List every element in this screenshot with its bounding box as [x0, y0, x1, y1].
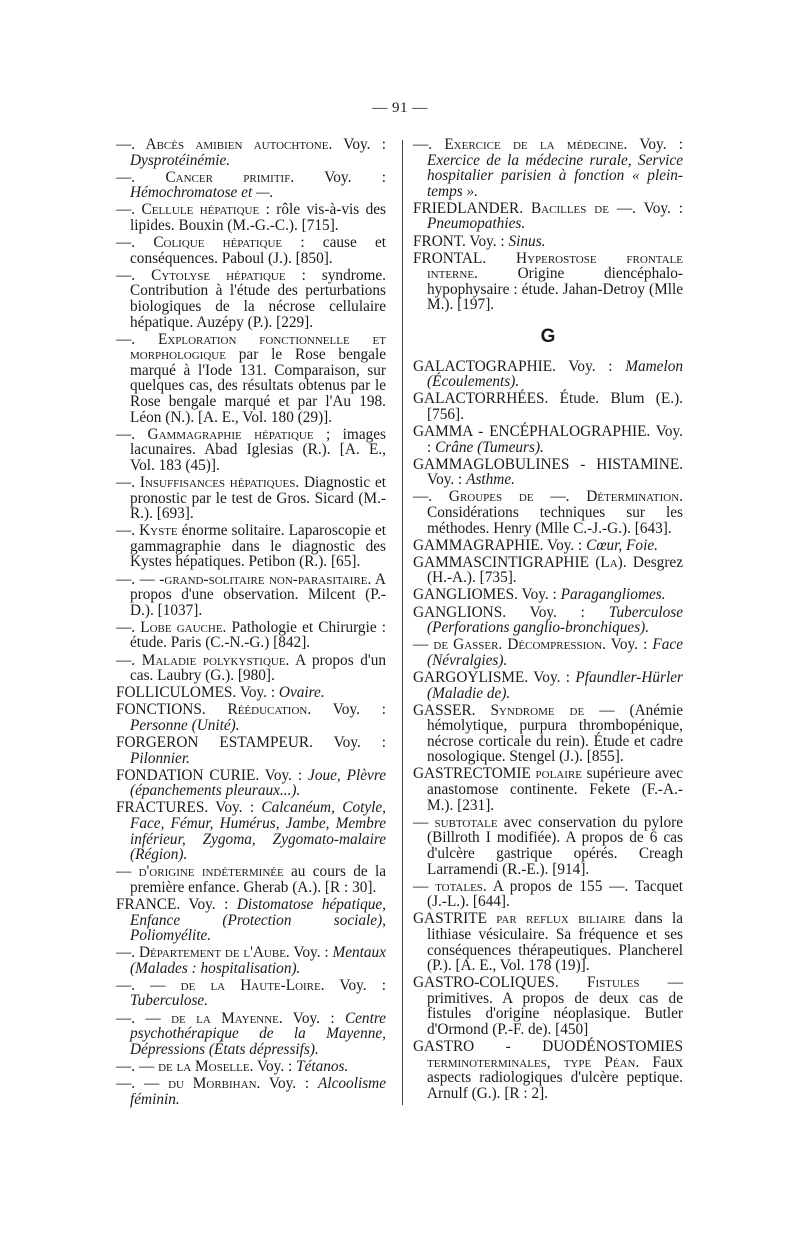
index-entry: [116, 235, 386, 266]
entry-heading: —. Insuffisances hépatiques.: [116, 473, 300, 491]
entry-heading: GALACTOGRAPHIE.: [413, 357, 556, 375]
entry-heading: FORGERON ESTAMPEUR.: [116, 733, 313, 751]
page-number: — 91 —: [372, 100, 428, 116]
entry-heading: FRIEDLANDER. Bacilles de —.: [413, 199, 636, 217]
entry-cross-reference: Calcanéum, Cotyle, Face, Fémur, Humérus, Jambe, Membre inférieur, Zygoma, Zygomato-malaire (Région).: [130, 799, 386, 864]
entry-text: Voy. :: [555, 357, 626, 375]
entry-heading: FONDATION CURIE.: [116, 766, 260, 784]
entry-text: Voy. :: [259, 766, 309, 784]
entry-text: Étude. Blum (E.). [756].: [427, 390, 683, 423]
entry-text: Voy. :: [543, 536, 587, 554]
entry-heading: —. Groupes de —. Détermination.: [413, 488, 683, 506]
entry-heading: —. Département de l'Aube.: [116, 944, 290, 962]
entry-text: Voy. :: [312, 733, 386, 751]
entry-cross-reference: Mamelon (Écoulements).: [427, 357, 683, 391]
entry-text: au cours de la première enfance. Gherab (A.). [R : 30].: [130, 863, 386, 896]
index-entry: [116, 523, 386, 570]
index-entry: [116, 768, 386, 799]
entry-cross-reference: Crâne (Tumeurs).: [435, 438, 544, 456]
index-entry: [413, 587, 683, 603]
entry-heading: GAMMAGLOBULINES - HISTAMINE.: [413, 455, 683, 473]
entry-cross-reference: Alcoolisme féminin.: [130, 1074, 386, 1108]
index-entry: [413, 605, 683, 636]
index-entry: [116, 702, 386, 733]
entry-heading: —. — du Morbihan.: [116, 1074, 261, 1092]
entry-text: Voy. :: [253, 1057, 297, 1075]
entry-heading: —. Maladie polykystique.: [116, 651, 290, 669]
entry-heading: GANGLIOMES.: [413, 586, 518, 604]
index-entry: [413, 637, 683, 668]
index-entry: [116, 1059, 386, 1075]
index-entries-f: [413, 137, 683, 313]
column-divider: [402, 140, 403, 1105]
section-letter-heading: G: [540, 326, 556, 348]
entry-text: Voy. :: [427, 471, 467, 489]
entry-text: Voy. :: [236, 684, 279, 702]
entry-heading: GASTRO - DUODÉNOSTOMIES terminoterminales, type Péan.: [413, 1038, 683, 1071]
index-entry: [413, 555, 683, 586]
entry-text: Voy. :: [427, 423, 683, 456]
entry-heading: GAMMASCINTIGRAPHIE (La).: [413, 553, 627, 571]
entry-heading: —. Gammagraphie hépatique ;: [116, 425, 331, 443]
entry-heading: GANGLIONS.: [413, 603, 507, 621]
entry-heading: —. Abcès amibien autochtone.: [116, 136, 333, 153]
entry-text: avec conservation du pylore (Billroth I modifiée). A propos de 6 cas d'ulcère gastrique opérés. Creagh Larramendi (R.-E.). [914].: [427, 813, 683, 878]
index-entry: [116, 735, 386, 766]
index-column-left: [116, 137, 386, 1109]
entry-cross-reference: Mentaux (Malades : hospitalisation).: [130, 944, 386, 977]
entry-text: par le Rose bengale marqué à l'Iode 131. Comparaison, sur quelques cas, des résultats obtenus par le Rose bengale marqué et par l'Au 198. Léon (N.). [A. E., Vol. 180 (29)].: [130, 346, 386, 426]
entry-text: A propos d'une observation. Milcent (P.-D.). [1037].: [130, 570, 386, 619]
entry-heading: FRACTURES.: [116, 799, 209, 817]
index-entry: [413, 234, 683, 250]
index-entry: [413, 251, 683, 313]
entry-text: Voy. :: [282, 1009, 345, 1027]
entry-heading: —. Kyste: [116, 522, 178, 540]
index-entry: [116, 653, 386, 684]
entry-text: Voy. :: [294, 168, 386, 186]
index-entry: [116, 1076, 386, 1107]
entry-cross-reference: Joue, Plèvre (épanchements pleuraux...).: [130, 766, 386, 800]
entry-heading: GASTRECTOMIE polaire: [413, 765, 582, 783]
entry-cross-reference: Dysprotéinémie.: [130, 151, 231, 169]
index-entry: [116, 1011, 386, 1058]
entry-heading: —. Cytolyse hépatique :: [116, 266, 306, 284]
entry-heading: — subtotale: [413, 813, 498, 831]
index-entry: [116, 800, 386, 862]
entry-cross-reference: Paragangliomes.: [560, 586, 666, 604]
entry-heading: FRONTAL. Hyperostose frontale interne.: [413, 249, 683, 283]
index-entry: [116, 427, 386, 474]
entry-text: supérieure avec anastomose continente. Fekete (F.-A.-M.). [231].: [427, 765, 683, 814]
index-entry: [116, 332, 386, 426]
index-entry: [413, 424, 683, 455]
index-entry: [116, 945, 386, 976]
entry-text: Voy. :: [465, 232, 509, 250]
entry-text: Desgrez (H.-A.). [735].: [427, 553, 684, 587]
entry-cross-reference: Face (Névralgies).: [427, 636, 683, 669]
index-entry: [413, 670, 683, 701]
index-entry: [116, 202, 386, 233]
index-entry: [413, 703, 683, 765]
entry-heading: FONCTIONS. Rééducation.: [116, 701, 312, 719]
index-entry: [116, 620, 386, 651]
index-entry: [116, 685, 386, 701]
index-entry: [413, 538, 683, 554]
entry-text: rôle vis-à-vis des lipides. Bouxin (M.-G.-C.). [715].: [130, 201, 386, 234]
index-entry: [116, 572, 386, 619]
entry-heading: —. Exercice de la médecine.: [413, 136, 628, 153]
index-entry: [116, 864, 386, 895]
entry-heading: GARGOYLISME.: [413, 668, 529, 686]
entry-heading: — de Gasser. Décompression.: [413, 636, 606, 654]
index-entry: [413, 457, 683, 488]
entry-heading: —. Colique hépatique :: [116, 234, 305, 252]
entry-heading: —. — de la Mayenne.: [116, 1009, 283, 1027]
index-entry: [413, 359, 683, 390]
entry-text: Voy. :: [208, 799, 262, 817]
entry-cross-reference: Tuberculose (Perforations ganglio-bronchiques).: [427, 603, 683, 637]
entry-heading: GASTRITE par reflux biliaire: [413, 910, 626, 928]
index-entry: [413, 391, 683, 422]
entry-cross-reference: Pneumopathies.: [427, 215, 526, 233]
index-entry: [116, 137, 386, 168]
entry-cross-reference: Hémochromatose et —.: [130, 184, 274, 202]
index-entry: [413, 201, 683, 232]
index-entry: [116, 897, 386, 944]
index-entry: [413, 489, 683, 536]
entry-heading: GAMMA - ENCÉPHALOGRAPHIE.: [413, 423, 651, 440]
entry-cross-reference: Tétanos.: [296, 1057, 349, 1075]
entry-text: syndrome. Contribution à l'étude des perturbations biologiques de la nécrose cellulaire hépatique. Auzépy (P.). [229].: [130, 266, 386, 331]
entry-heading: FOLLICULOMES.: [116, 684, 237, 702]
entry-text: Voy. :: [260, 1074, 319, 1092]
entry-text: Considérations techniques sur les méthodes. Henry (Mlle C.-J.-G.). [643].: [427, 503, 683, 537]
entry-heading: FRANCE.: [116, 895, 181, 913]
index-entry: [116, 268, 386, 330]
index-entry: [413, 815, 683, 877]
index-entry: [413, 911, 683, 973]
index-entry: [413, 879, 683, 910]
entry-heading: —. Lobe gauche.: [116, 618, 227, 636]
index-entry: [413, 137, 683, 199]
entry-text: Origine diencéphalo-hypophysaire : étude. Jahan-Detroy (Mlle M.). [197].: [427, 265, 683, 314]
entry-heading: —. Cancer primitif.: [116, 168, 295, 186]
entry-cross-reference: Pilonnier.: [130, 749, 190, 767]
entry-text: Voy. :: [324, 976, 386, 994]
entry-cross-reference: Personne (Unité).: [130, 716, 240, 734]
entry-text: Faux aspects radiologiques d'ulcère peptique. Arnulf (G.). [R : 2].: [427, 1053, 683, 1102]
entry-heading: GASSER. Syndrome de —: [413, 701, 615, 719]
entry-heading: FRONT.: [413, 232, 466, 250]
entry-text: (Anémie hémolytique, purpura thrombopénique, nécrose corticale du rein). Étude et cadre nosologique. Stengel (J.). [855].: [427, 701, 683, 766]
index-entry: [413, 1039, 683, 1101]
index-entry: [413, 766, 683, 813]
entry-heading: GALACTORRHÉES.: [413, 390, 549, 408]
entry-text: Voy. :: [311, 701, 386, 719]
entry-heading: —. — -grand-solitaire non-parasitaire.: [116, 570, 372, 588]
entry-text: Voy. :: [289, 944, 333, 962]
entry-heading: GAMMAGRAPHIE.: [413, 536, 544, 554]
index-entry: [116, 475, 386, 522]
entry-text: Voy. :: [506, 603, 609, 621]
entry-text: Voy. :: [636, 199, 683, 217]
entry-cross-reference: Cœur, Foie.: [586, 536, 658, 554]
entry-text: Voy. :: [605, 636, 653, 654]
entry-text: images lacunaires. Abad Iglesias (R.). [A. E., Vol. 183 (45)].: [130, 425, 387, 474]
entry-cross-reference: Asthme.: [466, 471, 515, 489]
entry-cross-reference: Distomatose hépatique, Enfance (Protection sociale), Poliomyélite.: [130, 895, 386, 945]
entry-cross-reference: Exercice de la médecine rurale, Service hospitalier parisien à fonction « plein-temps ».: [427, 151, 683, 200]
entry-text: — primitives. A propos de deux cas de fistules d'origine néoplasique. Butler d'Ormond (P.-F. de). [450]: [427, 974, 684, 1038]
index-column-right: [413, 137, 683, 1103]
entry-text: cause et conséquences. Paboul (J.). [850].: [130, 234, 386, 267]
index-entry: [116, 978, 386, 1009]
entry-heading: —. — de la Haute-Loire.: [116, 976, 325, 994]
entry-text: Diagnostic et pronostic par le test de Gros. Sicard (M.-R.). [693].: [130, 473, 386, 523]
entry-heading: —. Exploration fonctionnelle et morphologique: [116, 330, 386, 364]
entry-heading: — totales.: [413, 877, 487, 895]
entry-heading: —. — de la Moselle.: [116, 1057, 254, 1075]
index-entry: [116, 170, 386, 201]
entry-text: énorme solitaire. Laparoscopie et gammagraphie dans le diagnostic des Kystes hépatiques. Petibon (R.). [65].: [130, 522, 386, 571]
entry-cross-reference: Ovaire.: [278, 684, 325, 702]
entry-heading: — d'origine indéterminée: [116, 863, 284, 881]
entry-text: Voy. :: [180, 895, 237, 913]
entry-heading: —. Cellule hépatique :: [116, 201, 270, 219]
entry-cross-reference: Pfaundler-Hürler (Maladie de).: [427, 668, 683, 702]
entry-text: A propos de 155 —. Tacquet (J.-L.). [644].: [427, 877, 683, 911]
entry-text: Voy. :: [528, 668, 576, 686]
entry-heading: GASTRO-COLIQUES. Fistules: [413, 974, 640, 992]
entry-cross-reference: Centre psychothérapique de la Mayenne, Dépressions (États dépressifs).: [130, 1009, 387, 1058]
index-entry: [413, 975, 683, 1037]
entry-text: Voy. :: [627, 136, 684, 153]
entry-cross-reference: Tuberculose.: [130, 992, 209, 1010]
entry-cross-reference: Sinus.: [508, 232, 546, 250]
entry-text: dans la lithiase vésiculaire. Sa fréquence et ses conséquences thérapeutiques. Plancherel (P.). [A. E., Vol. 178 (19)].: [427, 910, 683, 975]
entry-text: Voy. :: [332, 136, 386, 153]
index-entries-g: [413, 359, 683, 1102]
entry-text: Pathologie et Chirurgie : étude. Paris (C.-N.-G.) [842].: [130, 618, 386, 652]
entry-text: Voy. :: [517, 586, 561, 604]
entry-text: A propos d'un cas. Laubry (G.). [980].: [130, 651, 386, 685]
